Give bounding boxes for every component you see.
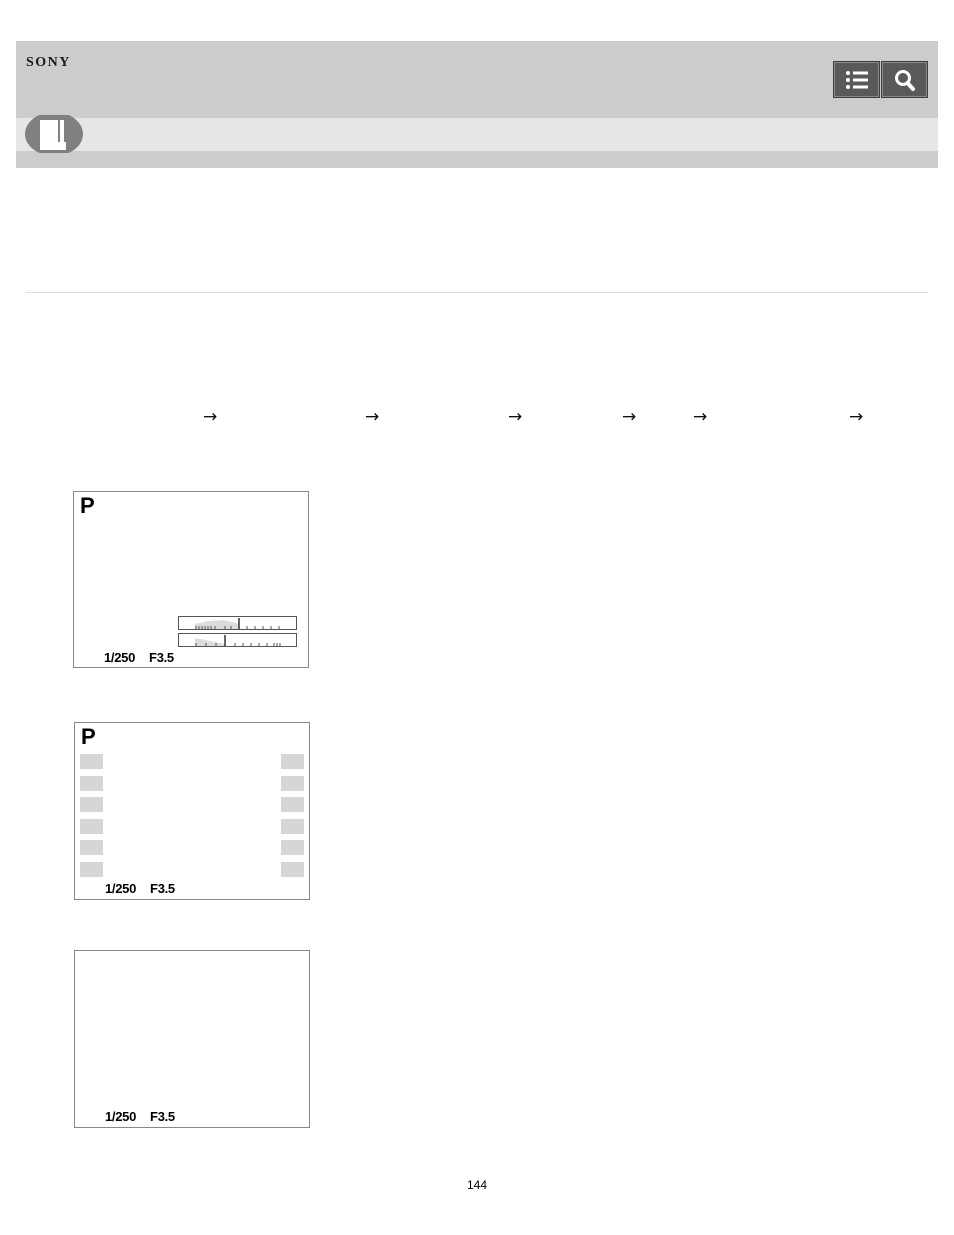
aperture-value: F3.5 [150,881,175,896]
exposure-readout [104,650,174,665]
setting-icon-placeholder [80,840,103,855]
list-icon [834,62,881,99]
search-button[interactable] [881,61,928,98]
path-arrow: → [622,407,637,427]
shooting-mode: P [81,724,96,749]
shutter-speed: 1/250 [104,650,136,665]
display-screen-histogram [73,491,309,668]
section-bar [16,118,938,151]
setting-icon-placeholder [281,819,304,834]
divider [26,292,928,293]
search-icon [882,62,929,99]
display-screen-minimal [74,950,310,1128]
level-meter [178,616,297,630]
setting-icon-placeholder [80,797,103,812]
page-number: 144 [466,1178,488,1192]
toc-button[interactable] [833,61,880,98]
header-bar [16,41,938,168]
shutter-speed: 1/250 [105,881,137,896]
setting-icon-placeholder [281,776,304,791]
path-arrow: → [365,407,380,427]
path-arrow: → [849,407,864,427]
path-arrow: → [508,407,523,427]
aperture-value: F3.5 [150,1109,175,1124]
setting-icon-placeholder [281,797,304,812]
level-meter [178,633,297,647]
setting-icon-placeholder [281,840,304,855]
setting-icon-placeholder [80,776,103,791]
setting-icon-placeholder [80,862,103,877]
exposure-readout [105,1109,175,1124]
display-screen-icons [74,722,310,900]
aperture-value: F3.5 [149,650,174,665]
setting-icon-placeholder [80,819,103,834]
exposure-readout [105,881,175,896]
path-arrow: → [203,407,218,427]
setting-icon-placeholder [281,754,304,769]
shutter-speed: 1/250 [105,1109,137,1124]
path-arrow: → [693,407,708,427]
book-icon [24,115,84,153]
setting-icon-placeholder [281,862,304,877]
brand-logo: SONY [26,55,71,70]
setting-icon-placeholder [80,754,103,769]
shooting-mode: P [80,493,95,518]
